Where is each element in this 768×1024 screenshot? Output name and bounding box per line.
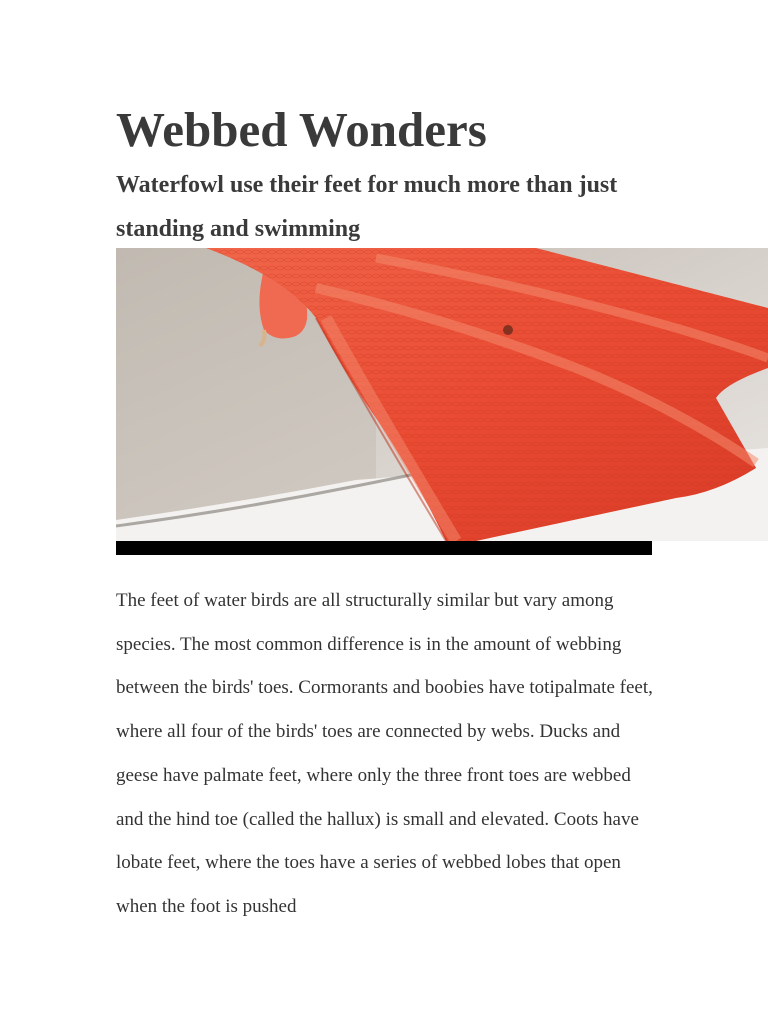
photo-illustration (116, 248, 768, 541)
photo-caption-bar (116, 541, 652, 555)
article-title: Webbed Wonders (116, 102, 487, 157)
webbed-foot-photo (116, 248, 768, 541)
article-body: The feet of water birds are all structurally similar but vary among species. The most common difference is in the amount of webbing between the birds' toes. Cormorants and boobies have totipalmate feet, where all four of the birds' toes are connected by webs. Ducks and geese have palmate feet, where only the three front toes are webbed and the hind toe (called the hallux) is small and elevated. Coots have lobate feet, where the toes have a series of webbed lobes that open when the foot is pushed (116, 590, 653, 917)
article-subtitle: Waterfowl use their feet for much more than just standing and swimming (116, 172, 618, 242)
